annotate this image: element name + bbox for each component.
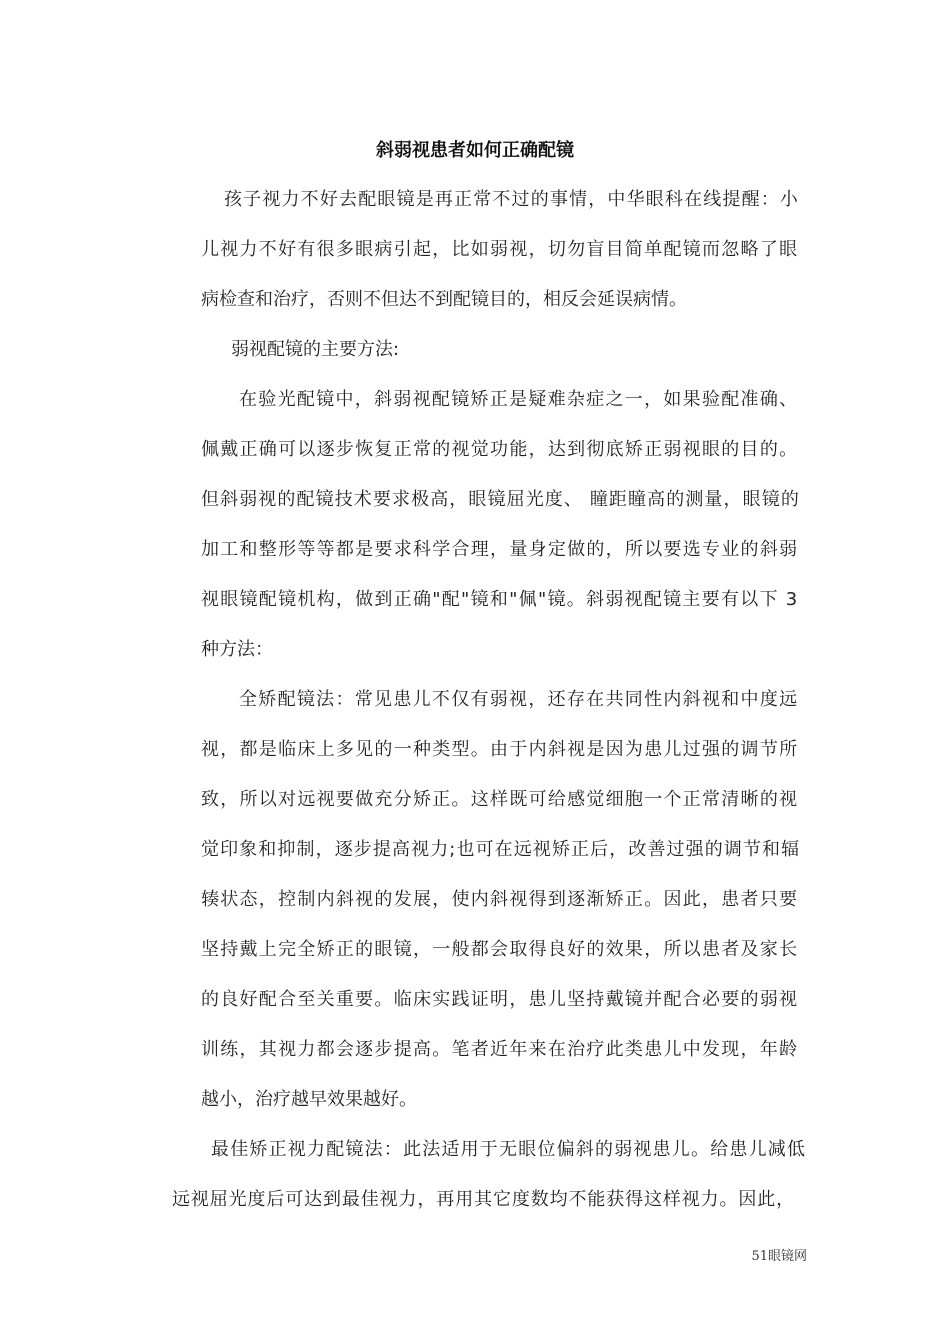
text-line: 儿视力不好有很多眼病引起，比如弱视，切勿盲目简单配镜而忽略了眼 bbox=[201, 239, 799, 260]
text-line: 视眼镜配镜机构，做到正确"配"镜和"佩"镜。斜弱视配镜主要有以下 3 bbox=[201, 589, 799, 610]
text-line: 孩子视力不好去配眼镜是再正常不过的事情，中华眼科在线提醒：小 bbox=[224, 189, 800, 210]
text-line: 越小，治疗越早效果越好。 bbox=[201, 1089, 417, 1110]
text-line: 训练，其视力都会逐步提高。笔者近年来在治疗此类患儿中发现，年龄 bbox=[201, 1039, 799, 1060]
text-line: 最佳矫正视力配镜法：此法适用于无眼位偏斜的弱视患儿。给患儿减低 bbox=[211, 1139, 807, 1160]
text-line: 加工和整形等等都是要求科学合理，量身定做的，所以要选专业的斜弱 bbox=[201, 539, 799, 560]
document-title: 斜弱视患者如何正确配镜 bbox=[376, 140, 574, 161]
text-line: 全矫配镜法：常见患儿不仅有弱视，还存在共同性内斜视和中度远 bbox=[239, 689, 799, 710]
text-line: 致，所以对远视要做充分矫正。这样既可给感觉细胞一个正常清晰的视 bbox=[201, 789, 799, 810]
text-line: 辏状态，控制内斜视的发展，使内斜视得到逐渐矫正。因此，患者只要 bbox=[201, 889, 799, 910]
text-line: 种方法： bbox=[201, 639, 273, 660]
text-line: 坚持戴上完全矫正的眼镜，一般都会取得良好的效果，所以患者及家长 bbox=[201, 939, 799, 960]
text-line: 病检查和治疗，否则不但达不到配镜目的，相反会延误病情。 bbox=[201, 289, 687, 310]
text-line: 在验光配镜中，斜弱视配镜矫正是疑难杂症之一，如果验配准确、 bbox=[239, 389, 799, 410]
text-line: 但斜弱视的配镜技术要求极高，眼镜屈光度、 瞳距瞳高的测量，眼镜的 bbox=[201, 489, 800, 510]
text-line: 的良好配合至关重要。临床实践证明，患儿坚持戴镜并配合必要的弱视 bbox=[201, 989, 799, 1010]
text-line: 弱视配镜的主要方法: bbox=[231, 339, 400, 360]
footer-source: 51眼镜网 bbox=[751, 1249, 807, 1264]
text-line: 佩戴正确可以逐步恢复正常的视觉功能，达到彻底矫正弱视眼的目的。 bbox=[201, 439, 799, 460]
text-line: 觉印象和抑制，逐步提高视力;也可在远视矫正后，改善过强的调节和辐 bbox=[201, 839, 801, 860]
text-line: 远视屈光度后可达到最佳视力，再用其它度数均不能获得这样视力。因此， bbox=[172, 1189, 796, 1210]
text-line: 视，都是临床上多见的一种类型。由于内斜视是因为患儿过强的调节所 bbox=[201, 739, 799, 760]
